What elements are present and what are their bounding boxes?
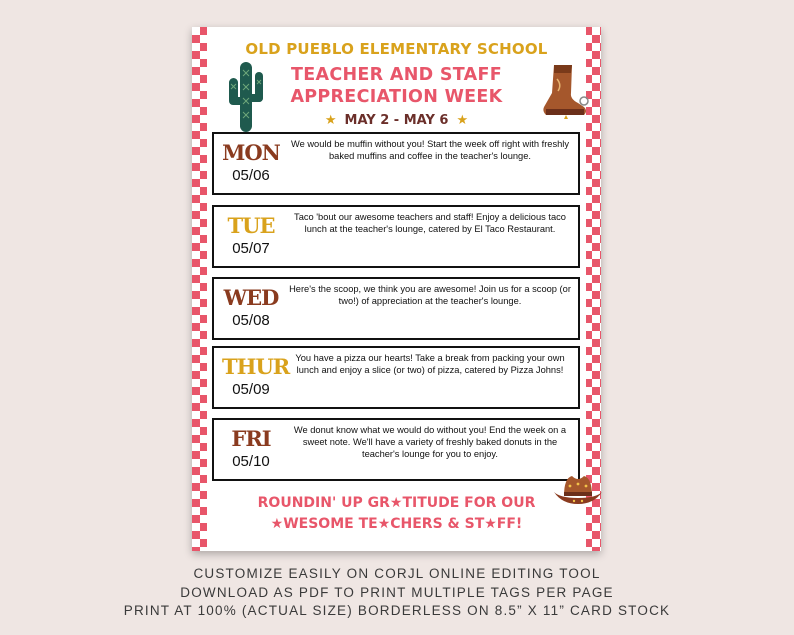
flyer-page bbox=[192, 27, 601, 551]
footer-message bbox=[207, 493, 586, 535]
caption-line-1: CUSTOMIZE EASILY ON CORJL ONLINE EDITING TOOL bbox=[193, 566, 601, 581]
caption-line-3: PRINT AT 100% (ACTUAL SIZE) BORDERLESS ON 8.5” X 11” CARD STOCK bbox=[123, 603, 671, 618]
day-date: 05/06 bbox=[232, 167, 270, 184]
star-icon: ★ bbox=[456, 113, 469, 128]
day-description: Taco 'bout our awesome teachers and staff! Enjoy a delicious taco lunch at the teacher's lounge, catered by El Taco Restaurant. bbox=[294, 212, 566, 234]
day-label: FRI bbox=[231, 426, 271, 451]
day-description: We donut know what we would do without you! End the week on a sweet note. We'll have a variety of freshly baked donuts in the teacher's lounge for you to enjoy. bbox=[293, 425, 567, 459]
day-date: 05/07 bbox=[232, 240, 270, 257]
school-name: OLD PUEBLO ELEMENTARY SCHOOL bbox=[245, 40, 548, 58]
title-line-2: APPRECIATION WEEK bbox=[290, 87, 503, 107]
listing-caption bbox=[0, 565, 794, 621]
schedule-row-tue bbox=[212, 205, 580, 268]
flyer-title bbox=[207, 64, 586, 108]
day-description: You have a pizza our hearts! Take a break from packing your own lunch and enjoy a slice (or two) of pizza, catered by Pizza Johns! bbox=[295, 353, 565, 375]
footer-line-2: ★WESOME TE★CHERS & ST★FF! bbox=[270, 516, 523, 532]
date-range bbox=[207, 113, 586, 128]
day-label: WED bbox=[223, 285, 279, 310]
day-date: 05/10 bbox=[232, 453, 270, 470]
star-icon: ★ bbox=[324, 113, 337, 128]
schedule-row-thur bbox=[212, 346, 580, 409]
flyer-content bbox=[207, 27, 586, 551]
day-description: Here's the scoop, we think you are awesome! Join us for a scoop (or two!) of appreciation at the teacher's lounge. bbox=[289, 284, 571, 306]
day-date: 05/08 bbox=[232, 312, 270, 329]
day-description: We would be muffin without you! Start the week off right with freshly baked muffins and coffee in the teacher's lounge. bbox=[290, 139, 569, 161]
footer-line-1: ROUNDIN' UP GR★TITUDE FOR OUR bbox=[257, 495, 536, 511]
day-label: THUR bbox=[222, 354, 290, 379]
schedule-row-fri bbox=[212, 418, 580, 481]
day-label: TUE bbox=[227, 213, 275, 238]
day-date: 05/09 bbox=[232, 381, 270, 398]
day-label: MON bbox=[222, 140, 280, 165]
title-line-1: TEACHER AND STAFF bbox=[291, 65, 502, 85]
caption-line-2: DOWNLOAD AS PDF TO PRINT MULTIPLE TAGS PER PAGE bbox=[180, 584, 614, 600]
schedule-row-mon bbox=[212, 132, 580, 195]
schedule-row-wed bbox=[212, 277, 580, 340]
date-range-text: MAY 2 - MAY 6 bbox=[344, 113, 449, 128]
